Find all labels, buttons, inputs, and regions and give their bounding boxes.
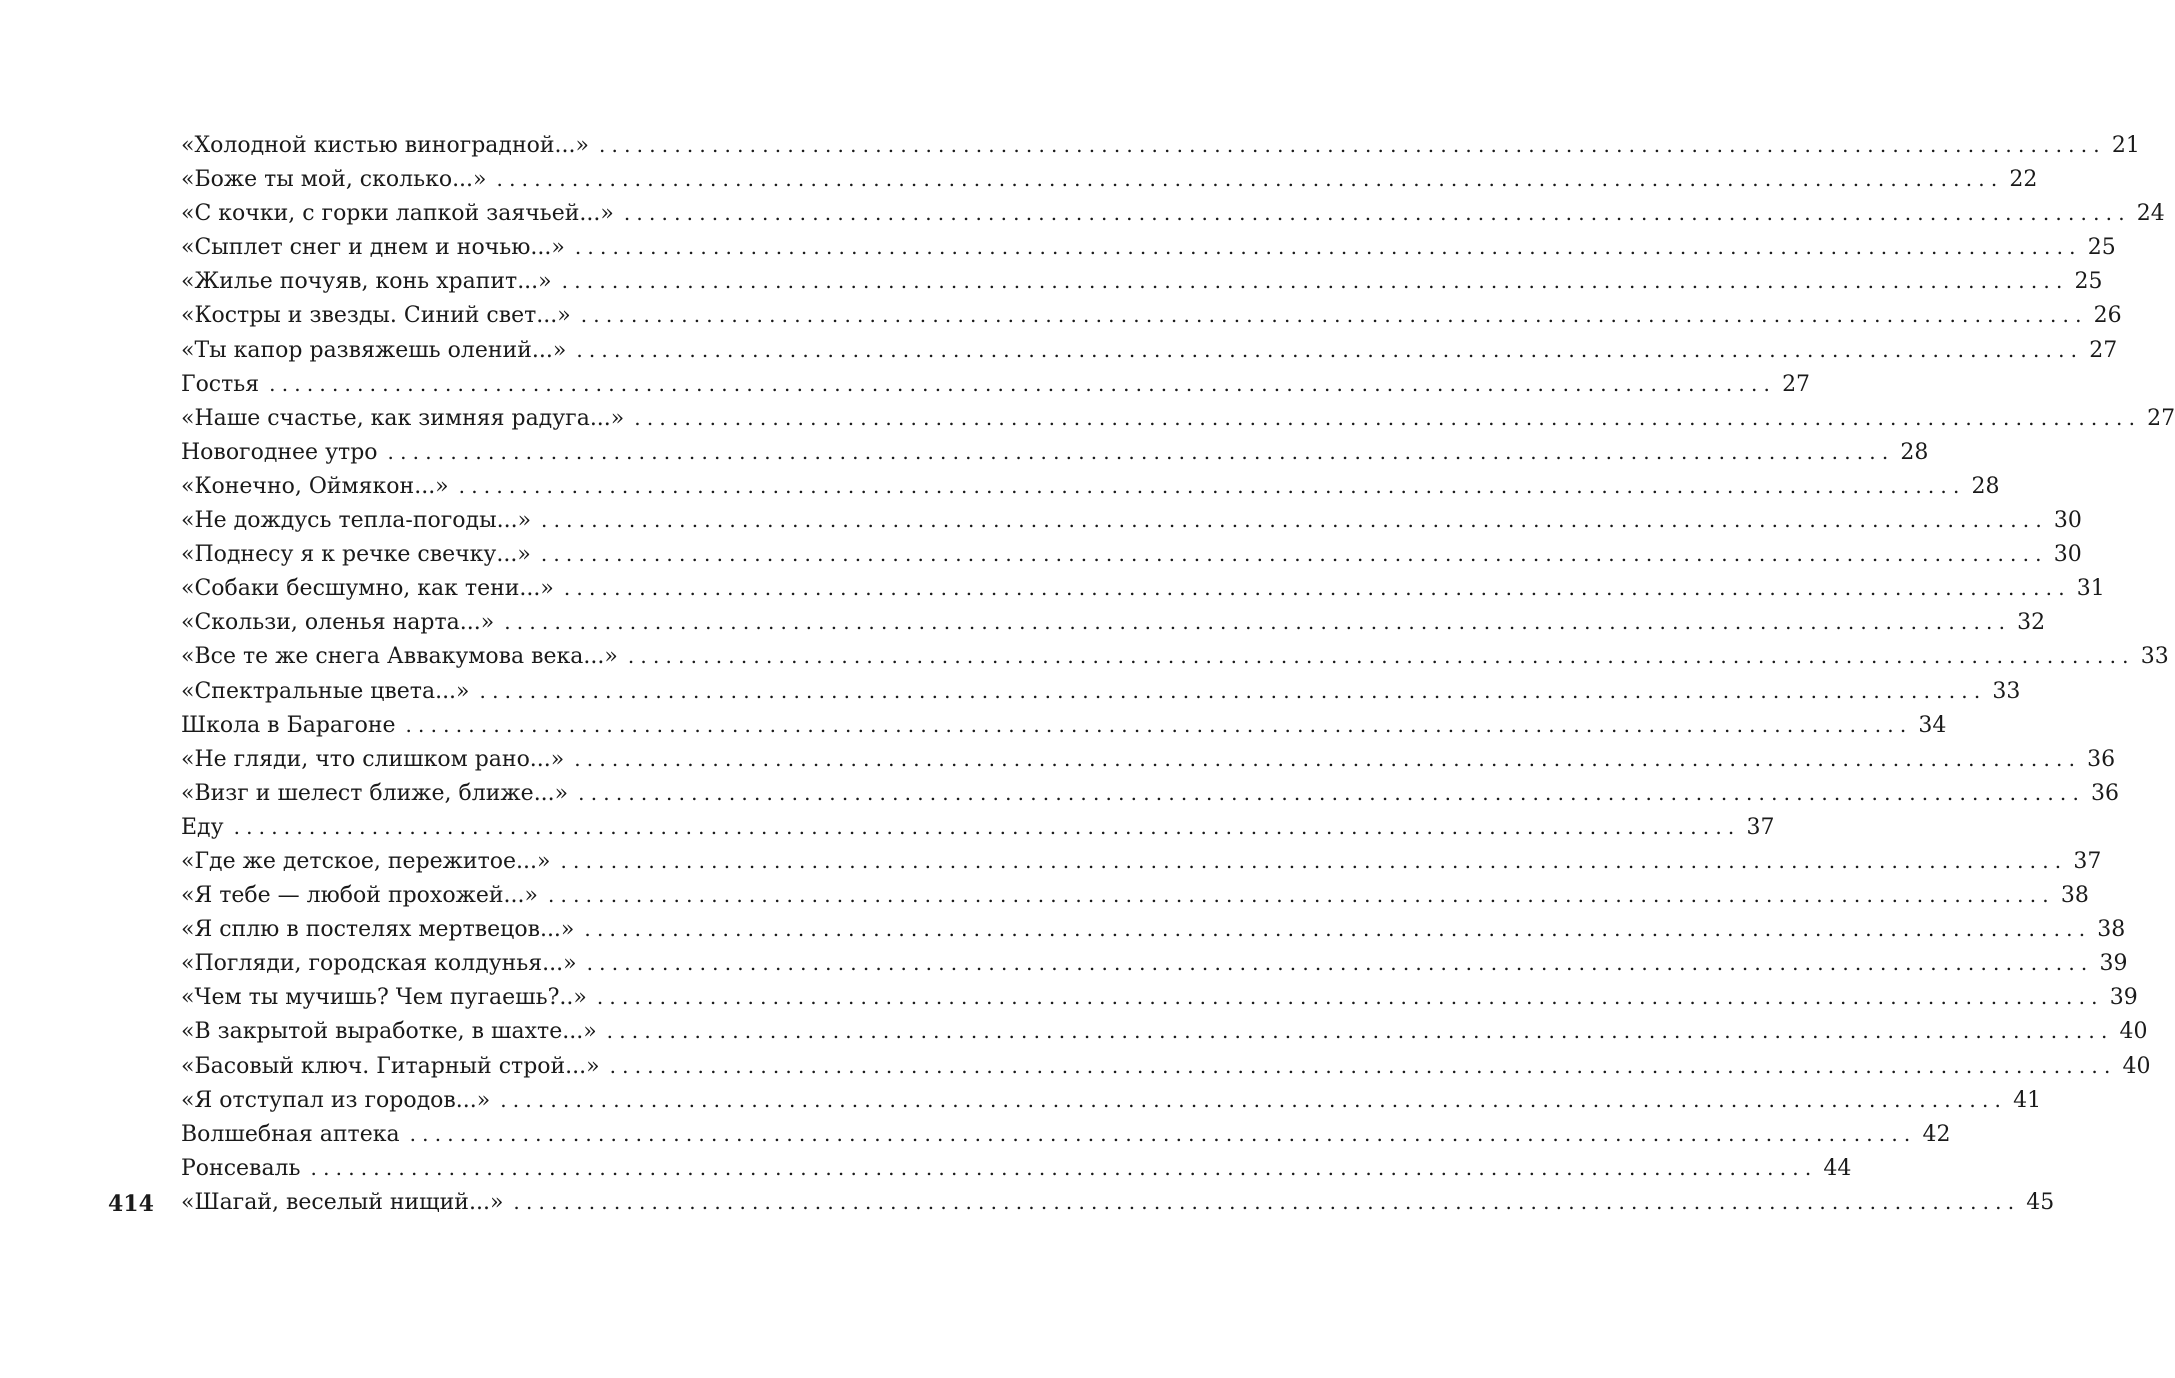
toc-entry-title: Гостья [181, 371, 260, 397]
toc-entry-title: «Погляди, городская колдунья...» [181, 951, 577, 977]
toc-entry-title: «В закрытой выработке, в шахте...» [181, 1019, 597, 1045]
toc-dot-leader: ........................................................................................................................ [405, 712, 1913, 737]
toc-dot-leader: ........................................................................................................................ [547, 883, 2055, 908]
toc-entry [181, 878, 2089, 912]
toc-entry-title: Волшебная аптека [181, 1121, 400, 1147]
toc-entry-page: 41 [2013, 1087, 2042, 1113]
toc-entry-title: «Шагай, веселый нищий...» [181, 1189, 504, 1215]
toc-dot-leader: ........................................................................................................................ [560, 848, 2068, 873]
toc-dot-leader: ........................................................................................................................ [580, 303, 2088, 328]
toc-entry-page: 27 [1782, 371, 1811, 397]
toc-dot-leader: ........................................................................................................................ [606, 1019, 2114, 1044]
toc-dot-leader: ........................................................................................................................ [458, 473, 1966, 498]
toc-entry [181, 298, 2122, 332]
toc-entry-page: 28 [1900, 439, 1929, 465]
toc-entry [181, 1151, 1852, 1185]
toc-entry-page: 36 [2087, 746, 2116, 772]
toc-entry-title: Новогоднее утро [181, 439, 378, 465]
toc-entry-page: 30 [2053, 542, 2082, 568]
toc-entry-page: 25 [2074, 269, 2103, 295]
toc-dot-leader: ........................................................................................................................ [634, 405, 2142, 430]
toc-dot-leader: ........................................................................................................................ [387, 439, 1895, 464]
toc-entry-page: 32 [2017, 610, 2046, 636]
toc-entry-page: 39 [2109, 985, 2138, 1011]
toc-entry-title: «Конечно, Оймякон...» [181, 473, 449, 499]
toc-entry-title: «Я тебе — любой прохожей...» [181, 883, 538, 909]
toc-entry [181, 401, 2175, 435]
toc-entry [181, 1117, 1951, 1151]
toc-entry [181, 1049, 2151, 1083]
toc-entry-page: 24 [2136, 201, 2165, 227]
toc-entry-title: «Наше счастье, как зимняя радуга...» [181, 405, 625, 431]
toc-dot-leader: ........................................................................................................................ [623, 201, 2131, 226]
toc-entry-page: 22 [2009, 167, 2038, 193]
toc-entry-title: «Не дождусь тепла-погоды...» [181, 508, 532, 534]
toc-entry-title: «Холодной кистью виноградной...» [181, 133, 589, 158]
toc-entry [181, 844, 2102, 878]
toc-entry-title: «Спектральные цвета...» [181, 678, 470, 704]
toc-entry-page: 37 [1746, 814, 1775, 840]
toc-entry-page: 38 [2097, 917, 2126, 943]
toc-entry-page: 26 [2093, 303, 2122, 329]
toc-entry-title: «Костры и звезды. Синий свет...» [181, 303, 571, 329]
toc-entry [181, 674, 2021, 708]
toc-entry-page: 39 [2099, 951, 2128, 977]
toc-dot-leader: ........................................................................................................................ [233, 814, 1741, 839]
toc-entry-page: 44 [1823, 1155, 1852, 1181]
toc-entry-title: «Сыплет снег и днем и ночью...» [181, 235, 565, 261]
toc-entry [181, 264, 2103, 298]
toc-entry [181, 605, 2046, 639]
toc-entry-page: 27 [2089, 337, 2118, 363]
toc-entry-title: «Басовый ключ. Гитарный строй...» [181, 1053, 600, 1079]
toc-entry-page: 34 [1918, 712, 1947, 738]
toc-entry [181, 128, 2140, 162]
toc-dot-leader: ........................................................................................................................ [269, 371, 1777, 396]
toc-dot-leader: ........................................................................................................................ [409, 1121, 1917, 1146]
toc-entry-title: «Все те же снега Аввакумова века...» [181, 644, 618, 670]
toc-dot-leader: ........................................................................................................................ [609, 1053, 2117, 1078]
toc-entry [181, 1185, 2055, 1219]
toc-entry-title: «Я отступал из городов...» [181, 1087, 491, 1113]
toc-entry-title: «Скользи, оленья нарта...» [181, 610, 495, 636]
page-number: 414 [108, 1191, 154, 1217]
toc-entry-title: «Собаки бесшумно, как тени...» [181, 576, 554, 602]
toc-dot-leader: ........................................................................................................................ [627, 644, 2135, 669]
toc-entry [181, 708, 1947, 742]
toc-entry-title: Еду [181, 814, 224, 840]
toc-entry [181, 946, 2128, 980]
toc-entry [181, 571, 2105, 605]
toc-entry-title: «С кочки, с горки лапкой заячьей...» [181, 201, 614, 227]
toc-dot-leader: ........................................................................................................................ [540, 542, 2048, 567]
toc-dot-leader: ........................................................................................................................ [513, 1189, 2021, 1214]
toc-entry [181, 503, 2082, 537]
toc-entry-page: 33 [1992, 678, 2021, 704]
toc-entry [181, 810, 1775, 844]
toc-entry-page: 40 [2122, 1053, 2151, 1079]
toc-dot-leader: ........................................................................................................................ [574, 235, 2082, 260]
toc-entry [181, 980, 2138, 1014]
toc-entry [181, 776, 2120, 810]
toc-entry-title: «Где же детское, пережитое...» [181, 848, 551, 874]
toc-dot-leader: ........................................................................................................................ [578, 780, 2086, 805]
toc-entry-page: 37 [2073, 848, 2102, 874]
toc-entry-title: «Поднесу я к речке свечку...» [181, 542, 531, 568]
toc-dot-leader: ........................................................................................................................ [504, 610, 2012, 635]
toc-entry-page: 25 [2087, 235, 2116, 261]
toc-entry-title: «Жилье почуяв, конь храпит...» [181, 269, 552, 295]
toc-dot-leader: ........................................................................................................................ [496, 167, 2004, 192]
toc-entry-page: 42 [1922, 1121, 1951, 1147]
toc-entry [181, 196, 2165, 230]
toc-dot-leader: ........................................................................................................................ [596, 985, 2104, 1010]
toc-entry-title: «Не гляди, что слишком рано...» [181, 746, 565, 772]
toc-entry [181, 742, 2116, 776]
toc-entry [181, 162, 2038, 196]
toc-dot-leader: ........................................................................................................................ [574, 746, 2082, 771]
toc-entry-page: 28 [1971, 473, 2000, 499]
toc-entry [181, 469, 2000, 503]
toc-entry-title: «Чем ты мучишь? Чем пугаешь?..» [181, 985, 587, 1011]
toc-entry-page: 36 [2091, 780, 2120, 806]
toc-entry [181, 435, 1929, 469]
toc-dot-leader: ........................................................................................................................ [310, 1155, 1818, 1180]
toc-entry-page: 40 [2119, 1019, 2148, 1045]
toc-dot-leader: ........................................................................................................................ [563, 576, 2071, 601]
toc-dot-leader: ........................................................................................................................ [561, 269, 2069, 294]
toc-entry [181, 1083, 2042, 1117]
toc-entry-page: 38 [2060, 883, 2089, 909]
toc-entry-page: 31 [2076, 576, 2105, 602]
toc-entry [181, 537, 2082, 571]
toc-entry-page: 27 [2147, 405, 2175, 431]
toc-entry [181, 230, 2116, 264]
toc-entry-title: «Визг и шелест ближе, ближе...» [181, 780, 569, 806]
toc-entry [181, 1014, 2148, 1048]
table-of-contents [181, 128, 2175, 1219]
toc-entry [181, 333, 2118, 367]
toc-dot-leader: ........................................................................................................................ [500, 1087, 2008, 1112]
toc-entry-title: «Ты капор развяжешь олений...» [181, 337, 567, 363]
toc-entry-title: «Боже ты мой, сколько...» [181, 167, 487, 193]
toc-dot-leader: ........................................................................................................................ [584, 917, 2092, 942]
toc-dot-leader: ........................................................................................................................ [598, 133, 2106, 157]
toc-dot-leader: ........................................................................................................................ [479, 678, 1987, 703]
toc-entry [181, 367, 1811, 401]
toc-entry-title: Ронсеваль [181, 1155, 301, 1181]
toc-entry-page: 30 [2053, 508, 2082, 534]
toc-dot-leader: ........................................................................................................................ [576, 337, 2084, 362]
toc-entry [181, 639, 2169, 673]
toc-entry-page: 21 [2111, 133, 2140, 158]
toc-entry-title: Школа в Барагоне [181, 712, 396, 738]
toc-dot-leader: ........................................................................................................................ [541, 508, 2048, 533]
toc-entry-title: «Я сплю в постелях мертвецов...» [181, 917, 575, 943]
toc-entry-page: 33 [2140, 644, 2169, 670]
toc-dot-leader: ........................................................................................................................ [586, 951, 2094, 976]
toc-entry-page: 45 [2026, 1189, 2055, 1215]
toc-entry [181, 912, 2126, 946]
